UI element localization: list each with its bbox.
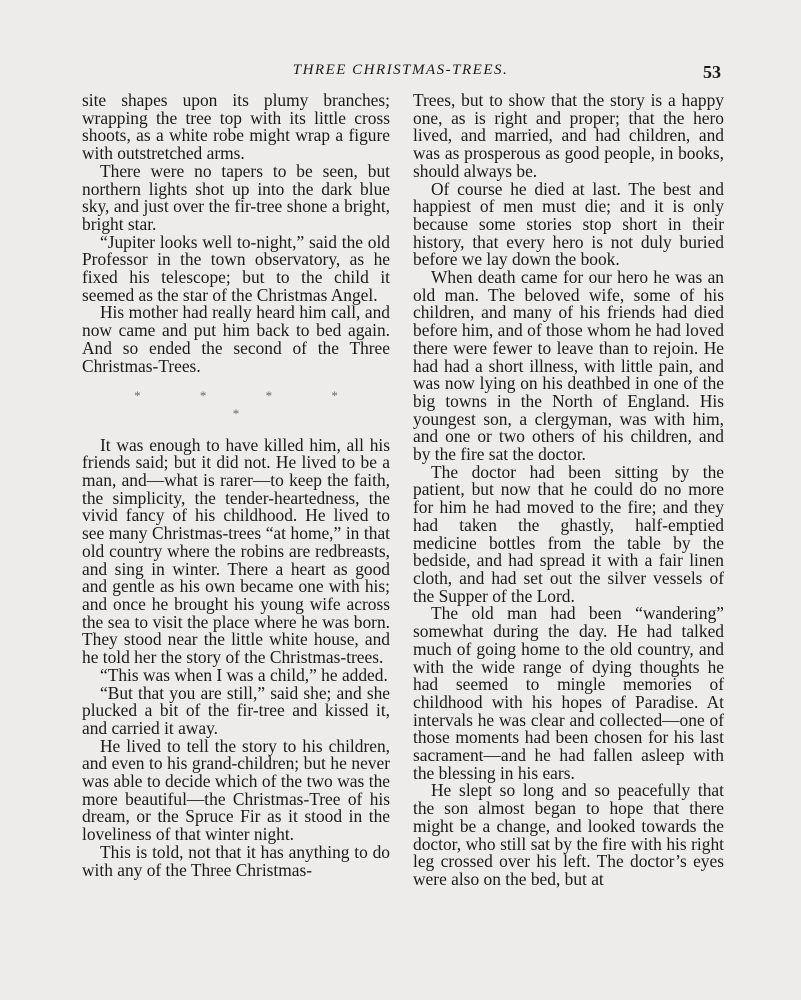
paragraph: “Jupiter looks well to-night,” said the old Professor in the town observatory, as he fixed his telescope; but to the child it seemed as the star of the Christmas Angel. — [82, 231, 390, 305]
paragraph: Trees, but to show that the story is a happy one, as is right and proper; that the hero lived, and married, and had children, and was as prosperous as good people, in books, should always be. — [413, 90, 724, 181]
paragraph: “This was when I was a child,” he added. — [100, 664, 388, 685]
paragraph: The doctor had been sitting by the patient, but now that he could do no more for him he had moved to the fire; and they had taken the ghastly, half-emptied medicine bottles from the table by the bedside, and had spread it with a fair linen cloth, and had set out the silver vessels of the Supper of the Lord. — [413, 461, 724, 606]
section-break: * * * * * — [134, 388, 366, 421]
right-column — [413, 92, 724, 889]
running-head: THREE CHRISTMAS-TREES. — [292, 62, 509, 78]
paragraph: It was enough to have killed him, all his friends said; but it did not. He lived to be a man, and—what is rarer—to keep the faith, the simplicity, the tender-heartedness, the vivid fancy of his childhood. He lived to see many Christmas-trees “at home,” in that old country where the robins are redbreasts, and sing in winter. There a heart as good and gentle as his own became one with his; and once he brought his young wife across the sea to visit the place where he was born. They stood near the little white house, and he told her the story of the Christmas-trees. — [82, 434, 390, 668]
page-number: 53 — [703, 62, 721, 82]
left-column — [82, 92, 390, 879]
paragraph: The old man had been “wandering” somewhat during the day. He had talked much of going home to the old country, and with the wide range of dying thoughts he had seemed to mingle memories of childhood with his hopes of Paradise. At intervals he was clear and collected—one of those moments had been chosen for his last sacrament—and he had fallen asleep with the blessing in his ears. — [413, 603, 724, 783]
paragraph: site shapes upon its plumy branches; wrapping the tree top with its little cross shoots, as a white robe might wrap a figure with outstretched arms. — [82, 90, 390, 164]
paragraph: This is told, not that it has anything to do with any of the Three Christmas- — [82, 841, 390, 880]
paragraph: He lived to tell the story to his children, and even to his grand-children; but he never was able to decide which of the two was the more beautiful—the Christmas-Tree of his dream, or the Spruce Fir as it stood in the loveliness of that winter night. — [82, 735, 390, 845]
paragraph: There were no tapers to be seen, but northern lights shot up into the dark blue sky, and just over the fir-tree shone a bright, bright star. — [82, 160, 390, 234]
paragraph: “But that you are still,” said she; and she plucked a bit of the fir-tree and kissed it, and carried it away. — [82, 682, 390, 738]
paragraph: He slept so long and so peacefully that the son almost began to hope that there might be a change, and looked towards the doctor, who still sat by the fire with his right leg crossed over his left. The doctor’s eyes were also on the bed, but at — [413, 780, 724, 889]
paragraph: When death came for our hero he was an old man. The beloved wife, some of his children, and many of his friends had died before him, and of those whom he had loved there were fewer to leave than to rejoin. He had had a short illness, with little pain, and was now lying on his deathbed in one of the big towns in the North of England. His youngest son, a clergyman, was with him, and one or two others of his children, and by the fire sat the doctor. — [413, 267, 724, 465]
paragraph: Of course he died at last. The best and happiest of men must die; and it is only because some stories stop short in their history, that every hero is not duly buried before we lay down the book. — [413, 178, 724, 270]
paragraph: His mother had really heard him call, and now came and put him back to bed again. And so ended the second of the Three Christmas-Trees. — [82, 302, 390, 376]
